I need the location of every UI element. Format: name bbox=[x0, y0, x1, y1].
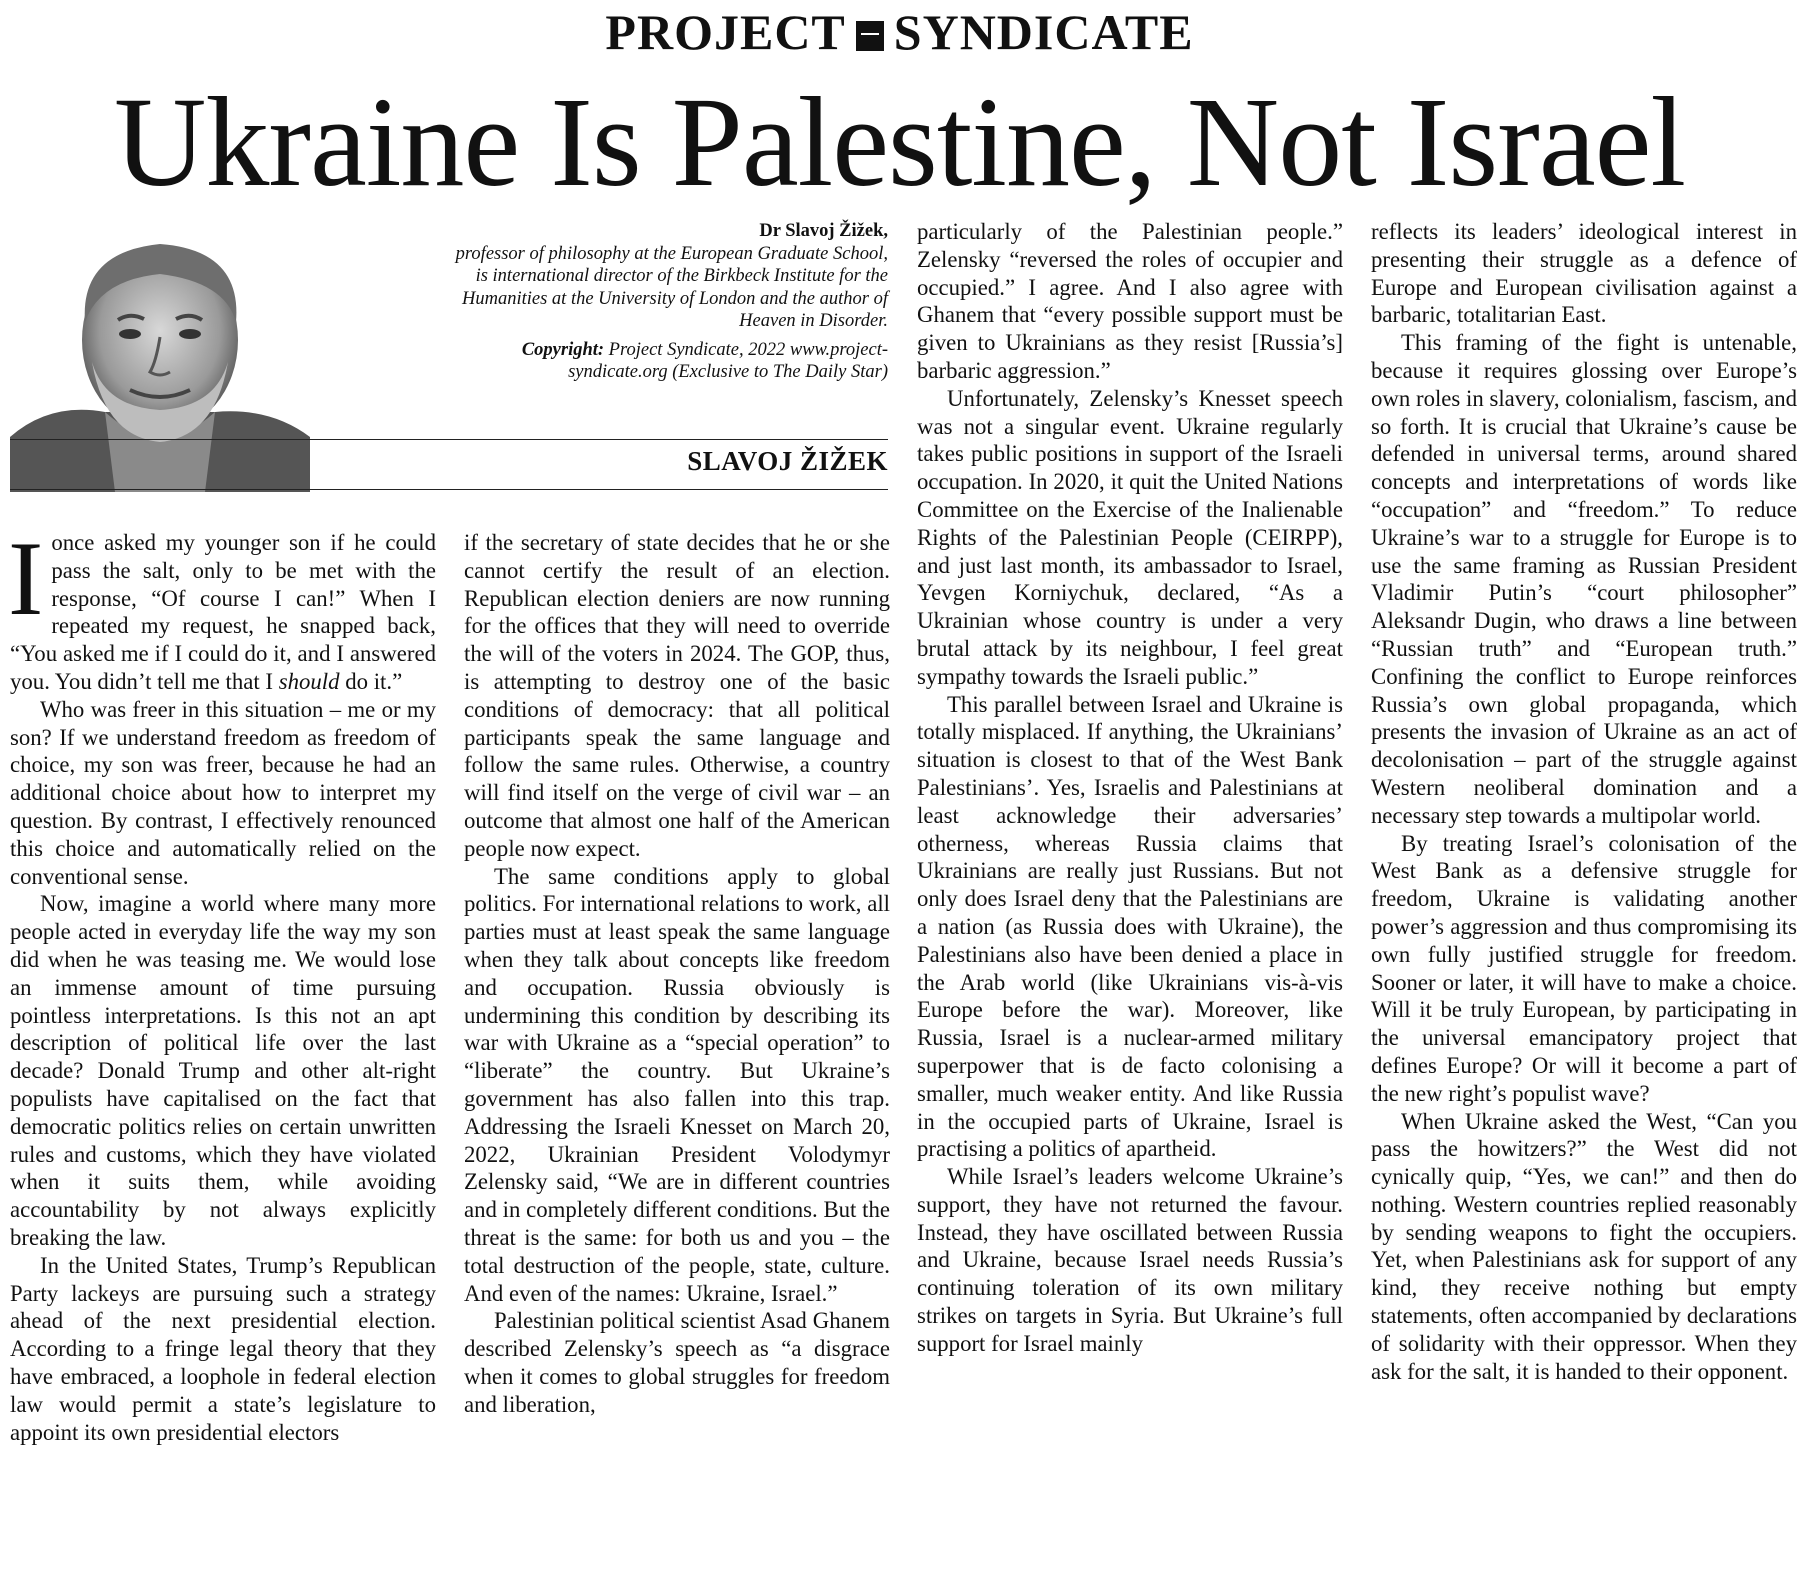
byline-role: professor of philosophy at the European Graduate School, is international director of the Birkbeck Institute for the Humanities at the University of London and the author of Heaven in Disorder. bbox=[455, 243, 888, 331]
paragraph: The same conditions apply to global politics. For international relations to work, all parties must at least speak the same language when they talk about concepts like freedom and occupation. Russia obviously is undermining this condition by describing its war with Ukraine as a “special operation” to “liberate” the country. But Ukraine’s government has also fallen into this trap. Addressing the Israeli Knesset on March 20, 2022, Ukrainian President Volodymyr Zelensky said, “We are in different countries and in completely different conditions. But the threat is the same: for both us and you – the total destruction of the people, state, culture. And even of the names: Ukraine, Israel.” bbox=[464, 863, 890, 1306]
byline-name: Dr Slavoj Žižek, bbox=[759, 221, 888, 241]
article-column-4 bbox=[1371, 218, 1797, 1385]
paragraph: This framing of the fight is untenable, because it requires glossing over Europe’s own roles in slavery, colonialism, fascism, and so forth. It is crucial that Ukraine’s cause be defended in universal terms, around shared concepts and interpretations of words like “occupation” and “freedom.” To reduce Ukraine’s war to a struggle for Europe is to use the same framing as Russian President Vladimir Putin’s “court philosopher” Aleksandr Dugin, who draws a line between “Russian truth” and “European truth.” Confining the conflict to Europe reinforces Russia’s own global propaganda, which presents the invasion of Ukraine as an act of decolonisation – part of the struggle against Western neoliberal domination and a necessary step towards a multipolar world. bbox=[1371, 330, 1797, 828]
author-portrait-icon bbox=[10, 222, 310, 492]
paragraph: When Ukraine asked the West, “Can you pass the howitzers?” the West did not cynically quip, “Yes, we can!” and then do nothing. Western countries replied reasonably by sending weapons to fight the occupiers. Yet, when Palestinians ask for support of any kind, they receive nothing but empty statements, often accompanied by declarations of solidarity with their oppressor. When they ask for the salt, it is handed to their opponent. bbox=[1371, 1108, 1797, 1384]
paragraph: Palestinian political scientist Asad Ghanem described Zelensky’s speech as “a disgrace when it comes to global struggles for freedom and liberation, bbox=[464, 1308, 890, 1417]
divider-top bbox=[10, 439, 888, 440]
article-column-1 bbox=[8, 520, 436, 1446]
author-byline bbox=[440, 220, 888, 384]
divider-bottom bbox=[10, 489, 888, 490]
copyright-label: Copyright: bbox=[521, 339, 605, 360]
paragraph: While Israel’s leaders welcome Ukraine’s support, they have not returned the favour. Instead, they have oscillated between Russia and Ukraine, because Israel needs Russia’s continuing toleration of its own military strikes on targets in Syria. But Ukraine’s full support for Israel mainly bbox=[917, 1164, 1343, 1356]
article-headline: Ukraine Is Palestine, Not Israel bbox=[113, 71, 1686, 213]
paragraph bbox=[8, 520, 436, 696]
paragraph: particularly of the Palestinian people.” Zelensky “reversed the roles of occupier and occupied.” I agree. And I also agree with Ghanem that “every possible support must be given to Ukrainians as they resist [Russia’s] barbaric aggression.” bbox=[917, 219, 1343, 383]
paragraph: By treating Israel’s colonisation of the West Bank as a defensive struggle for freedom, Ukraine is validating another power’s aggression and thus compromising its own fully justified struggle for freedom. Sooner or later, it will have to make a choice. Will it be truly European, by participating in the universal emancipatory project that defines Europe? Or will it become a part of the new right’s populist wave? bbox=[1371, 830, 1797, 1106]
article-column-3 bbox=[917, 218, 1343, 1358]
publication-masthead bbox=[0, 6, 1799, 58]
paragraph: reflects its leaders’ ideological interest in presenting their struggle as a defence of Europe and European civilisation against a barbaric, totalitarian East. bbox=[1371, 219, 1797, 328]
drop-cap: I bbox=[8, 520, 44, 637]
paragraph-emphasis: should bbox=[278, 668, 340, 694]
masthead-right: SYNDICATE bbox=[893, 4, 1194, 60]
paragraph: This parallel between Israel and Ukraine is totally misplaced. If anything, the Ukrainians’ situation is closest to that of the West Bank Palestinians’. Yes, Israelis and Palestinians at least acknowledge their adversaries’ otherness, whereas Russia claims that Ukrainians are really just Russians. But not only does Israel deny that the Palestinians are a nation (as Russia does with Ukraine), the Palestinians also have been denied a place in the Arab world (like Ukrainians vis-à-vis Europe before the war). Moreover, like Russia, Israel is a nuclear-armed military superpower that is de facto colonising a smaller, much weaker entity. And like Russia in the occupied parts of Ukraine, Israel is practising a politics of apartheid. bbox=[917, 691, 1343, 1162]
paragraph: Who was freer in this situation – me or my son? If we understand freedom as freedom of choice, my son was freer, because he had an additional choice about how to interpret my question. By contrast, I effectively renounced this choice and automatically relied on the conventional sense. bbox=[10, 696, 436, 889]
paragraph-text: once asked my younger son if he could pass the salt, only to be met with the response, “Of course I can!” When I repeated my request, he snapped back, “You asked me if I could do it, and I answered you. You didn’t tell me that I bbox=[10, 530, 436, 694]
paragraph: Now, imagine a world where many more people acted in everyday life the way my son did when he was teasing me. We would lose an immense amount of time pursuing pointless interpretations. Is this not an apt description of political life over the last decade? Donald Trump and other alt-right populists have capitalised on the fact that democratic politics relies on certain unwritten rules and customs, which they have violated when it suits them, while avoiding accountability by not always explicitly breaking the law. bbox=[10, 891, 436, 1250]
copyright-text: Project Syndicate, 2022 www.project-syndicate.org (Exclusive to The Daily Star) bbox=[568, 339, 888, 382]
paragraph: Unfortunately, Zelensky’s Knesset speech was not a singular event. Ukraine regularly takes public positions in support of the Israeli occupation. In 2020, it quit the United Nations Committee on the Exercise of the Inalienable Rights of the Palestinian People (CEIRPP), and just last month, its ambassador to Israel, Yevgen Korniychuk, declared, “As a Ukrainian whose country is under a very brutal attack by its neighbour, I feel great sympathy towards the Israeli public.” bbox=[917, 385, 1343, 689]
copyright-note bbox=[440, 339, 888, 384]
syndicate-logo-icon bbox=[856, 21, 884, 51]
author-name-caps: SLAVOJ ŽIŽEK bbox=[687, 446, 888, 476]
paragraph: if the secretary of state decides that he or she cannot certify the result of an election. Republican election deniers are now running for the offices that they will need to override the will of the voters in 2024. The GOP, thus, is attempting to destroy one of the basic conditions of democracy: that all political participants speak the same language and follow the same rules. Otherwise, a country will find itself on the verge of civil war – an outcome that almost one half of the American people now expect. bbox=[464, 530, 890, 861]
article-column-2 bbox=[464, 529, 890, 1419]
paragraph: In the United States, Trump’s Republican Party lackeys are pursuing such a strategy ahead of the next presidential election. According to a fringe legal theory that they have embraced, a loophole in federal election law would permit a state’s legislature to appoint its own presidential electors bbox=[10, 1252, 436, 1445]
paragraph-text-end: do it.” bbox=[339, 668, 403, 694]
author-photo bbox=[10, 222, 310, 492]
masthead-left: PROJECT bbox=[605, 4, 846, 60]
